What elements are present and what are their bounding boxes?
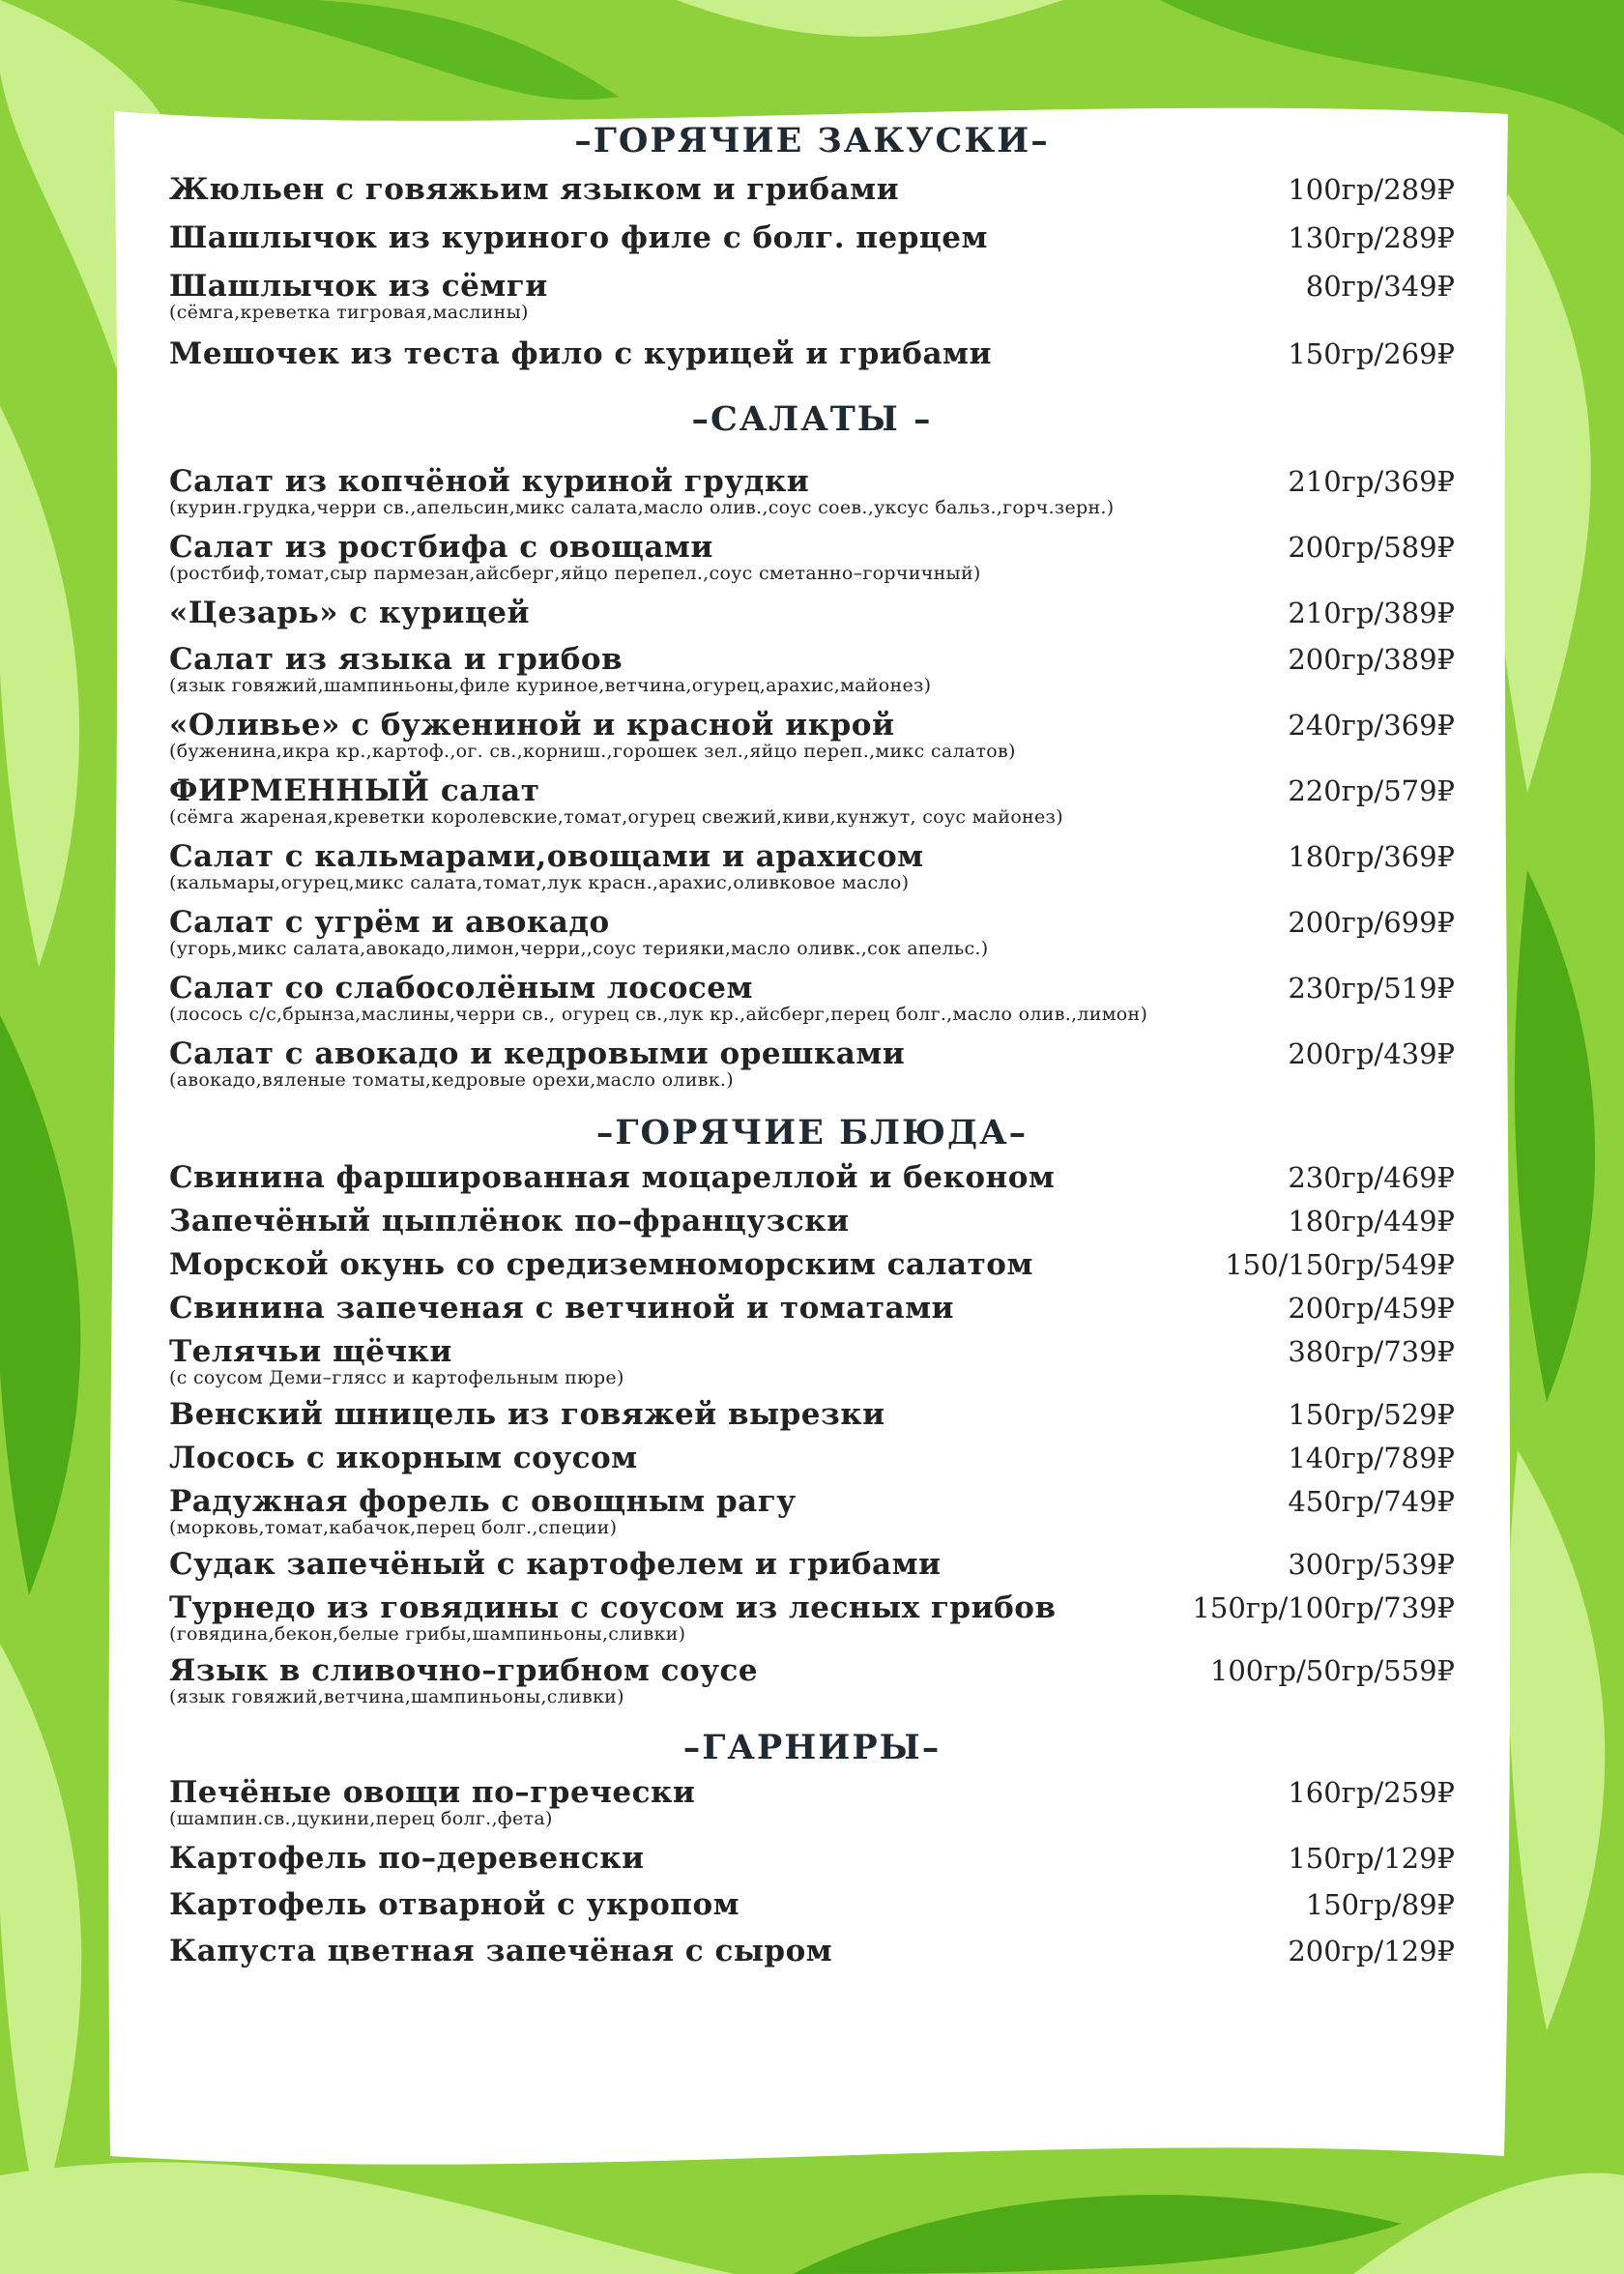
dish-price: 230гр/469₽	[1288, 1161, 1455, 1194]
dish-price: 150гр/529₽	[1288, 1398, 1455, 1431]
menu-item-row	[169, 1334, 1455, 1369]
dish-ingredients: (язык говяжий,ветчина,шампиньоны,сливки)	[169, 1686, 624, 1707]
dish-price: 200гр/699₽	[1288, 906, 1455, 939]
menu-item-row	[169, 1653, 1455, 1688]
menu-item	[169, 1291, 1455, 1326]
dish-name: Салат с авокадо и кедровыми орешками	[169, 1036, 906, 1071]
section-title: –САЛАТЫ –	[691, 399, 933, 439]
menu-item-row	[169, 1204, 1455, 1239]
menu-item-row	[169, 1036, 1455, 1071]
menu-content	[169, 114, 1455, 1980]
dish-price: 200гр/439₽	[1288, 1037, 1455, 1070]
dish-price: 200гр/389₽	[1288, 643, 1455, 676]
dish-name: Мешочек из теста фило с курицей и грибами	[169, 336, 992, 371]
menu-item	[169, 971, 1455, 1025]
dish-ingredients: (шампин.св.,цукини,перец болг.,фета)	[169, 1808, 553, 1829]
dish-price: 300гр/539₽	[1288, 1548, 1455, 1581]
dish-name: Печёные овощи по–гречески	[169, 1775, 696, 1810]
section-title: –ГОРЯЧИЕ БЛЮДА–	[595, 1113, 1029, 1152]
dish-price: 130гр/289₽	[1288, 221, 1455, 254]
menu-item	[169, 220, 1455, 255]
menu-item-row	[169, 1441, 1455, 1475]
dish-ingredients: (сёмга жареная,креветки королевские,томат,огурец свежий,киви,кунжут, соус майонез)	[169, 806, 1063, 828]
dish-name: Свинина фаршированная моцареллой и беконом	[169, 1160, 1056, 1195]
menu-item-row	[169, 172, 1455, 207]
menu-item-row	[169, 773, 1455, 808]
menu-item	[169, 172, 1455, 207]
dish-price: 200гр/589₽	[1288, 531, 1455, 564]
dish-ingredients: (говядина,бекон,белые грибы,шампиньоны,сливки)	[169, 1623, 686, 1645]
menu-item-row	[169, 1547, 1455, 1582]
menu-item-row	[169, 971, 1455, 1006]
dish-name: Картофель отварной с укропом	[169, 1887, 740, 1922]
menu-item	[169, 708, 1455, 762]
menu-item-row	[169, 596, 1455, 630]
dish-price: 100гр/50гр/559₽	[1209, 1654, 1455, 1687]
dish-ingredients: (кальмары,огурец,микс салата,томат,лук красн.,арахис,оливковое масло)	[169, 872, 910, 893]
dish-ingredients: (лосось с/с,брынза,маслины,черри св., огурец св.,лук кр.,айсберг,перец болг.,масло олив.,лимон)	[169, 1004, 1148, 1025]
dish-price: 160гр/259₽	[1288, 1776, 1455, 1809]
dish-name: Шашлычок из сёмги	[169, 269, 548, 304]
dish-ingredients: (курин.грудка,черри св.,апельсин,микс салата,масло олив.,соус соев.,уксус бальз.,горч.зерн.)	[169, 497, 1115, 518]
dish-price: 220гр/579₽	[1288, 774, 1455, 807]
menu-item	[169, 1887, 1455, 1922]
menu-item-row	[169, 1934, 1455, 1968]
dish-ingredients: (с соусом Деми–глясс и картофельным пюре)	[169, 1367, 624, 1388]
menu-item	[169, 839, 1455, 893]
dish-price: 380гр/739₽	[1288, 1335, 1455, 1368]
menu-item	[169, 1590, 1455, 1645]
dish-price: 180гр/449₽	[1288, 1205, 1455, 1238]
menu-item-row	[169, 336, 1455, 371]
dish-name: Телячьи щёчки	[169, 1334, 452, 1369]
menu-item-row	[169, 839, 1455, 874]
menu-item	[169, 464, 1455, 518]
menu-item	[169, 336, 1455, 371]
menu-item	[169, 1934, 1455, 1968]
dish-price: 230гр/519₽	[1288, 972, 1455, 1005]
dish-ingredients: (авокадо,вяленые томаты,кедровые орехи,масло оливк.)	[169, 1069, 734, 1091]
dish-name: Салат из языка и грибов	[169, 642, 624, 677]
menu-item-row	[169, 1484, 1455, 1519]
dish-price: 150гр/100гр/739₽	[1192, 1591, 1455, 1624]
menu-item-row	[169, 1775, 1455, 1810]
menu-item	[169, 905, 1455, 959]
dish-name: Судак запечёный с картофелем и грибами	[169, 1547, 942, 1582]
menu-item	[169, 642, 1455, 696]
dish-name: Салат с кальмарами,овощами и арахисом	[169, 839, 924, 874]
menu-item-row	[169, 1247, 1455, 1282]
dish-price: 180гр/369₽	[1288, 840, 1455, 873]
menu-item	[169, 773, 1455, 828]
dish-name: Картофель по–деревенски	[169, 1841, 645, 1876]
menu-item	[169, 1441, 1455, 1475]
menu-item-row	[169, 1160, 1455, 1195]
menu-item-row	[169, 464, 1455, 499]
menu-item	[169, 596, 1455, 630]
dish-price: 200гр/129₽	[1288, 1935, 1455, 1968]
dish-name: Шашлычок из куриного филе с болг. перцем	[169, 220, 988, 255]
dish-name: Турнедо из говядины с соусом из лесных грибов	[169, 1590, 1057, 1625]
dish-ingredients: (язык говяжий,шампиньоны,филе куриное,ветчина,огурец,арахис,майонез)	[169, 675, 932, 696]
menu-item-row	[169, 1397, 1455, 1432]
menu-item	[169, 269, 1455, 323]
dish-price: 210гр/389₽	[1288, 597, 1455, 629]
menu-item-row	[169, 1887, 1455, 1922]
dish-price: 200гр/459₽	[1288, 1292, 1455, 1325]
dish-name: Радужная форель с овощным рагу	[169, 1484, 797, 1519]
dish-ingredients: (ростбиф,томат,сыр пармезан,айсберг,яйцо перепел.,соус сметанно–горчичный)	[169, 563, 981, 584]
dish-price: 450гр/749₽	[1288, 1485, 1455, 1518]
dish-price: 150гр/129₽	[1288, 1842, 1455, 1875]
dish-ingredients: (буженина,икра кр.,картоф.,ог. св.,корниш.,горошек зел.,яйцо переп.,микс салатов)	[169, 741, 1016, 762]
dish-price: 150гр/269₽	[1288, 337, 1455, 370]
dish-price: 210гр/369₽	[1288, 465, 1455, 498]
dish-name: «Цезарь» с курицей	[169, 596, 530, 630]
menu-item	[169, 1775, 1455, 1829]
menu-item-row	[169, 642, 1455, 677]
menu-item	[169, 1653, 1455, 1707]
dish-name: Капуста цветная запечёная с сыром	[169, 1934, 833, 1968]
menu-item-row	[169, 269, 1455, 304]
menu-item-row	[169, 1590, 1455, 1625]
menu-item	[169, 1036, 1455, 1091]
dish-name: Запечёный цыплёнок по–французски	[169, 1204, 850, 1239]
dish-name: Язык в сливочно–грибном соусе	[169, 1653, 759, 1688]
menu-item	[169, 1204, 1455, 1239]
dish-name: Салат со слабосолёным лососем	[169, 971, 753, 1006]
dish-price: 140гр/789₽	[1288, 1442, 1455, 1474]
dish-name: Венский шницель из говяжей вырезки	[169, 1397, 885, 1432]
dish-price: 150гр/89₽	[1305, 1888, 1455, 1921]
dish-price: 100гр/289₽	[1288, 173, 1455, 206]
menu-item-row	[169, 708, 1455, 743]
menu-item-row	[169, 905, 1455, 940]
dish-name: ФИРМЕННЫЙ салат	[169, 773, 540, 808]
section-title: –ГАРНИРЫ–	[682, 1728, 942, 1767]
menu-item	[169, 1547, 1455, 1582]
menu-item	[169, 1247, 1455, 1282]
menu-item-row	[169, 1841, 1455, 1876]
menu-item	[169, 1484, 1455, 1538]
dish-name: Морской окунь со средиземноморским салатом	[169, 1247, 1033, 1282]
menu-item	[169, 1160, 1455, 1195]
menu-item	[169, 530, 1455, 584]
dish-name: Жюльен с говяжьим языком и грибами	[169, 172, 900, 207]
dish-name: Лосось с икорным соусом	[169, 1441, 638, 1475]
dish-price: 80гр/349₽	[1305, 270, 1455, 303]
menu-item	[169, 1397, 1455, 1432]
dish-price: 240гр/369₽	[1288, 709, 1455, 742]
menu-item-row	[169, 220, 1455, 255]
dish-name: «Оливье» с бужениной и красной икрой	[169, 708, 895, 743]
dish-ingredients: (морковь,томат,кабачок,перец болг.,специи)	[169, 1517, 618, 1538]
section-title: –ГОРЯЧИЕ ЗАКУСКИ–	[574, 121, 1050, 160]
dish-ingredients: (сёмга,креветка тигровая,маслины)	[169, 302, 529, 323]
dish-name: Салат из копчёной куриной грудки	[169, 464, 810, 499]
dish-name: Салат из ростбифа с овощами	[169, 530, 713, 565]
menu-item	[169, 1334, 1455, 1388]
menu-item-row	[169, 530, 1455, 565]
dish-name: Свинина запеченая с ветчиной и томатами	[169, 1291, 954, 1326]
menu-item-row	[169, 1291, 1455, 1326]
dish-name: Салат с угрём и авокадо	[169, 905, 610, 940]
dish-ingredients: (угорь,микс салата,авокадо,лимон,черри,,соус терияки,масло оливк.,сок апельс.)	[169, 938, 989, 959]
menu-item	[169, 1841, 1455, 1876]
dish-price: 150/150гр/549₽	[1225, 1248, 1455, 1281]
